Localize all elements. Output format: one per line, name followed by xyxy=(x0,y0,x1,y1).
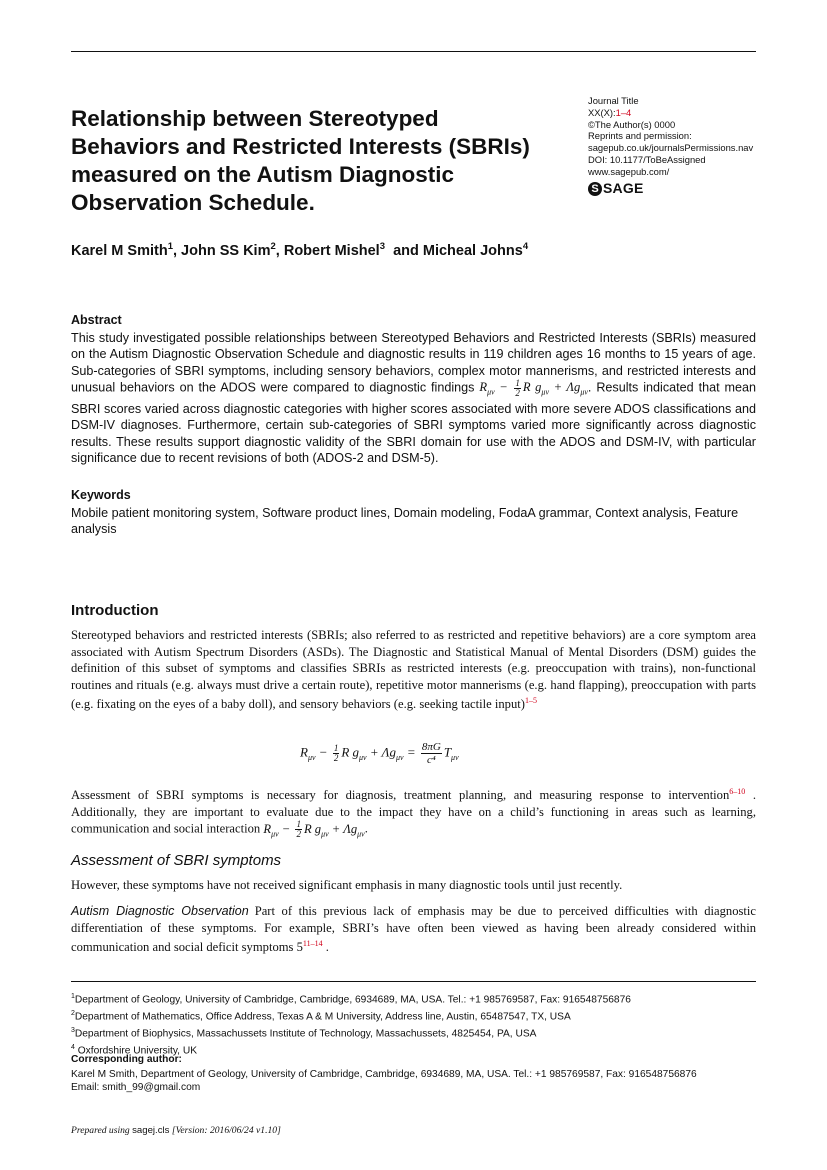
author-name: John SS Kim xyxy=(181,242,271,259)
keywords-text: Mobile patient monitoring system, Software product lines, Domain modeling, FodaA grammar, Context analysis, Feature analysis xyxy=(71,506,739,537)
footnote-rule xyxy=(71,981,756,982)
author-affil: 4 xyxy=(522,241,529,252)
author-list: Karel M Smith$^1$, John SS Kim$^2$, Robert Mishel$^3$ and Micheal Johns$^4$ xyxy=(71,241,529,259)
affiliations xyxy=(71,990,756,1058)
corresponding-line: Karel M Smith, Department of Geology, University of Cambridge, Cambridge, 6934689, MA, USA. Tel.: +1 985769587, Fax: 916548756876 xyxy=(71,1069,697,1080)
author-name: Robert Mishel xyxy=(283,242,380,259)
corresponding-email[interactable]: Email: smith_99@gmail.com xyxy=(71,1081,201,1093)
display-equation: $R_{\mu\nu}$ − $\frac{1}{2}$ R $g_{\mu\nu} + \Lambda g_{\mu\nu}$ = $\frac{8\pi G}{\text{c⁴}}$ $T_{\mu\nu}$ xyxy=(300,741,459,766)
affiliation-item: $^4$ Oxfordshire University, UK xyxy=(71,1043,197,1057)
ado-subheading: Autism Diagnostic Observation xyxy=(71,904,249,918)
abstract-text: This study investigated possible relationships between Stereotyped Behaviors and Restricted Interests (SBRIs) measured on the Autism Diagnostic Observation Schedule and diagnostic results in 119 children ages 16 months to 15 years of age. Sub-categories of SBRI symptoms, including sensory behaviors, complex motor mannerisms, and restricted interests and unusual behaviors on the ADOS were compared to diagnostic findings $R_{\mu\nu}$ − $\frac{1}{2}$ R $g_{\mu\nu} + \Lambda g_{\mu\nu}$. Results indicated that mean SBRI scores varied across diagnostic categories with higher scores associated with more severe ADOS classifications and DSM-IV diagnoses. Furthermore, certain sub-categories of SBRI symptoms varied more significantly across diagnostic results. These results support diagnostic validity of the SBRI domain for use with the ADOS and DSM-IV, with particular significance due to recent revisions of both (ADOS-2 and DSM-5). xyxy=(71,331,757,465)
assessment-paragraph: However, these symptoms have not received significant emphasis in many diagnostic tools until just recently. xyxy=(71,878,623,892)
ado-paragraph: Autism Diagnostic Observation Part of this previous lack of emphasis may be due to perceived difficulties with diagnostic differentiation of these symptoms. For example, SBRI’s have often been viewed as having been already considered within communication and social deficit symptoms 5$^{11-14}$ . xyxy=(71,904,756,955)
assessment-heading: Assessment of SBRI symptoms xyxy=(71,852,282,869)
keywords-heading: Keywords xyxy=(71,488,131,502)
pages-link[interactable]: 1–4 xyxy=(615,106,632,118)
doi[interactable]: DOI: 10.1177/ToBeAssigned xyxy=(588,153,706,165)
copyright: ©The Author(s) 0000 xyxy=(588,118,676,130)
corresponding-author xyxy=(71,1069,756,1095)
citation-link[interactable]: 11–14 xyxy=(302,939,323,949)
author-affil: 1 xyxy=(167,241,173,252)
journal-volume: XX(X):1–4 xyxy=(588,106,632,118)
author-name: Micheal Johns xyxy=(422,242,523,259)
journal-info xyxy=(588,95,768,196)
author-affil: 3 xyxy=(379,241,386,252)
prepared-using: Prepared using sagej.cls [Version: 2016/06/24 v1.10] xyxy=(71,1125,281,1136)
affiliation-item: $^3$Department of Biophysics, Massachussets Institute of Technology, Massachussets, 4825454, PA, USA xyxy=(71,1026,537,1040)
sage-wordmark: SAGE xyxy=(603,179,644,196)
reprints-url[interactable]: sagepub.co.uk/journalsPermissions.nav xyxy=(588,142,754,154)
citation-link[interactable]: 6–10 xyxy=(729,787,746,796)
sage-s-icon: S xyxy=(588,182,602,196)
affiliation-item: $^1$Department of Geology, University of Cambridge, Cambridge, 6934689, MA, USA. Tel.: +1 985769587, Fax: 916548756876 xyxy=(71,993,631,1006)
inline-equation: $R_{\mu\nu}$ − $\frac{1}{2}$ R $g_{\mu\nu} + \Lambda g_{\mu\nu}$ xyxy=(263,819,365,840)
affiliation-item: $^2$Department of Mathematics, Office Address, Texas A & M University, Address line, Austin, 65487547, TX, USA xyxy=(71,1009,571,1023)
reprints-label: Reprints and permission: xyxy=(588,130,692,142)
inline-equation: $R_{\mu\nu}$ − $\frac{1}{2}$ R $g_{\mu\nu} + \Lambda g_{\mu\nu}$ xyxy=(479,377,588,398)
introduction-paragraph-2: Assessment of SBRI symptoms is necessary for diagnosis, treatment planning, and measuring response to intervention$^{6-10}$ . Additionally, they are important to evaluate due to the impact they have on a child’s functioning in areas such as learning, communication and social interaction $R_{\mu\nu}$ − $\frac{1}{2}$ R $g_{\mu\nu} + \Lambda g_{\mu\nu}$. xyxy=(71,787,756,840)
author-name: Karel M Smith xyxy=(71,242,168,259)
introduction-paragraph: Stereotyped behaviors and restricted interests (SBRIs; also referred to as restricted and repetitive behaviors) are a core symptom area associated with Autism Spectrum Disorders (ASDs). The Diagnostic and Statistical Manual of Mental Disorders (DSM) guides the definition of this subset of symptoms and classifies SBRIs as restricted interests (e.g. preoccupation with trains), non-functional routines and rituals (e.g. always must drive a certain route), repetitive motor mannerisms (e.g. hand flapping), preoccupation with parts (e.g. fixating on the eyes of a baby doll), and sensory behaviors (e.g. seeking tactile input)$^{1-5}$ xyxy=(71,628,756,712)
introduction-heading: Introduction xyxy=(71,602,159,619)
paper-title: Relationship between Stereotyped Behaviors and Restricted Interests (SBRIs) measured on the Autism Diagnostic Observation Schedule. xyxy=(71,106,530,215)
author-affil: 2 xyxy=(270,241,276,252)
journal-website[interactable]: www.sagepub.com/ xyxy=(588,165,670,177)
top-rule xyxy=(71,51,756,52)
citation-link[interactable]: 1–5 xyxy=(524,696,537,706)
journal-name: Journal Title xyxy=(588,95,639,106)
sage-logo xyxy=(588,179,768,196)
abstract-heading: Abstract xyxy=(71,313,122,327)
corresponding-heading: Corresponding author: xyxy=(71,1054,182,1065)
